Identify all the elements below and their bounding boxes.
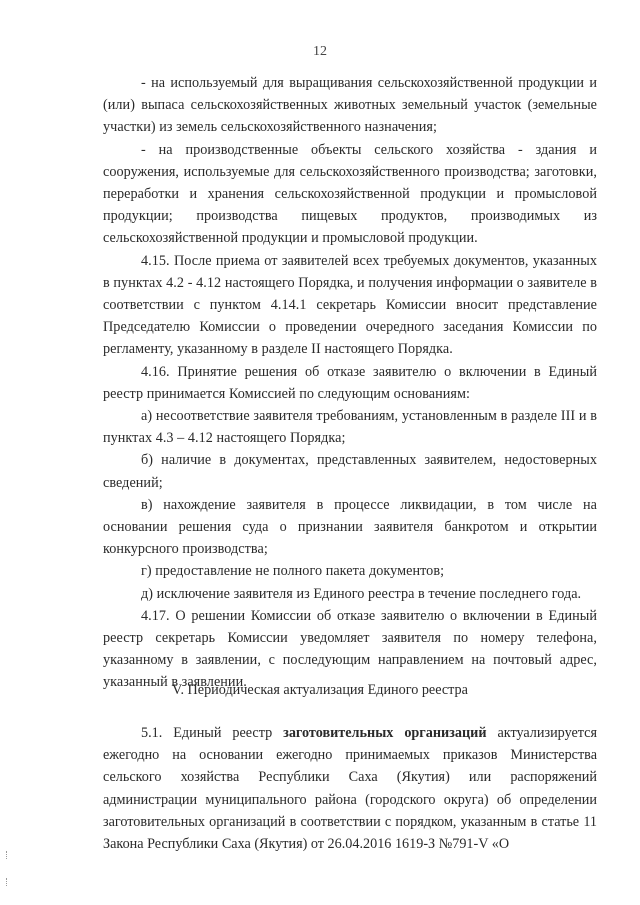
paragraph-5-1-start: 5.1. Единый реестр bbox=[141, 725, 284, 741]
section-heading: V. Периодическая актуализация Единого реестра bbox=[172, 682, 468, 698]
paragraph-5-1-bold-term: заготовительных организаций bbox=[283, 725, 487, 741]
document-body bbox=[103, 72, 597, 694]
scan-margin-mark bbox=[6, 878, 10, 886]
paragraph-5-1-rest: актуализируется ежегодно на основании ежегодно принимаемых приказов Министерства сельского хозяйства Республики Саха (Якутия) или распоряжений администрации муниципального района (городского округа) об определении заготовительных организаций в соответствии с порядком, указанным в статье 11 Закона Республики Саха (Якутия) от 26.04.2016 1619-З №791-V «О bbox=[103, 725, 597, 853]
section-body bbox=[103, 722, 597, 855]
paragraph-production-objects: - на производственные объекты сельского хозяйства - здания и сооружения, используемые для сельскохозяйственного производства; заготовки, переработки и хранения сельскохозяйственной продукции и промысловой продукции; производства пищевых продуктов, производимых из сельскохозяйственной продукции и промысловой продукции. bbox=[103, 141, 597, 247]
paragraph-4-16-b: б) наличие в документах, представленных заявителем, недостоверных сведений; bbox=[103, 452, 597, 491]
paragraph-5-1 bbox=[103, 722, 597, 855]
paragraph-4-16: 4.16. Принятие решения об отказе заявителю о включении в Единый реестр принимается Комиссией по следующим основаниям: bbox=[103, 363, 597, 402]
paragraph-4-16-d: д) исключение заявителя из Единого реестра в течение последнего года. bbox=[141, 585, 582, 602]
paragraph-4-17: 4.17. О решении Комиссии об отказе заявителю о включении в Единый реестр секретарь Комиссии уведомляет заявителя по номеру телефона, указанному в заявлении, с последующим направлением на почтовый адрес, указанный в заявлении. bbox=[103, 607, 597, 691]
paragraph-4-16-a: а) несоответствие заявителя требованиям, установленным в разделе III и в пунктах 4.3 – 4.12 настоящего Порядка; bbox=[103, 408, 597, 447]
paragraph-4-16-g: г) предоставление не полного пакета документов; bbox=[141, 563, 445, 580]
paragraph-4-16-v: в) нахождение заявителя в процессе ликвидации, в том числе на основании решения суда о признании заявителя банкротом и открытии конкурсного производства; bbox=[103, 496, 597, 558]
paragraph-4-15: 4.15. После приема от заявителей всех требуемых документов, указанных в пунктах 4.2 - 4.12 настоящего Порядка, и получения информации о заявителе в соответствии с пунктом 4.14.1 секретарь Комиссии вносит представление Председателю Комиссии о проведении очередного заседания Комиссии по регламенту, указанному в разделе II настоящего Порядка. bbox=[103, 252, 597, 358]
scan-margin-mark bbox=[6, 851, 10, 859]
paragraph-land-plots: - на используемый для выращивания сельскохозяйственной продукции и (или) выпаса сельскохозяйственных животных земельный участок (земельные участки) из земель сельскохозяйственного назначения; bbox=[103, 75, 597, 136]
page-number: 12 bbox=[313, 44, 327, 59]
